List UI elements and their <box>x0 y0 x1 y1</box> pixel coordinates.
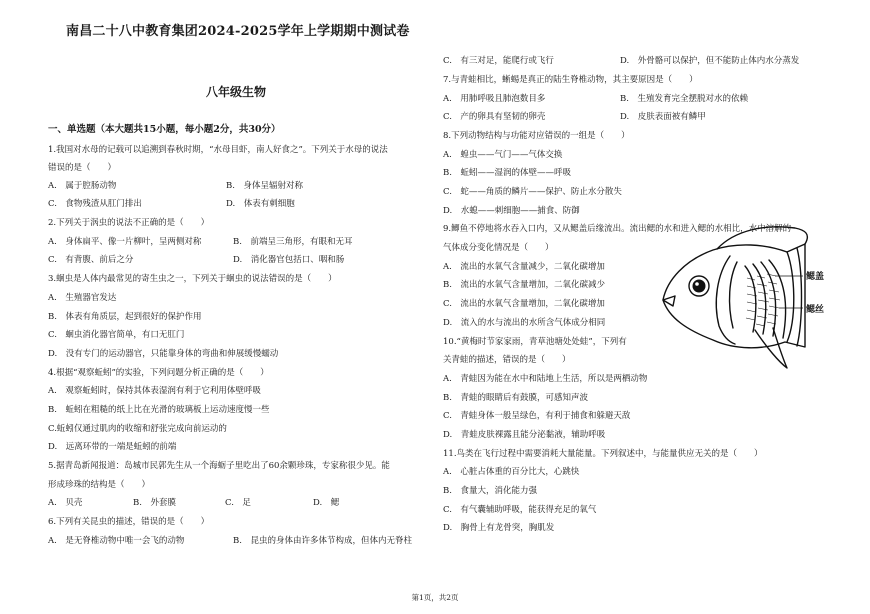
q9-option-b: B. 流出的水氧气含量增加，二氧化碳减少 <box>443 280 605 290</box>
q9-option-a: A. 流出的水氧气含量减少，二氧化碳增加 <box>443 262 605 272</box>
exam-subtitle: 八年级生物 <box>206 85 267 99</box>
q10-option-c: C. 青蛙身体一般呈绿色，有利于捕食和躲避天敌 <box>443 411 631 421</box>
q2-option-a: A. 身体扁平、像一片柳叶，呈两侧对称 <box>48 237 202 247</box>
q9-option-c: C. 流出的水氧气含量增加，二氧化碳增加 <box>443 299 605 309</box>
q1-stem: 1.我国对水母的记载可以追溯到春秋时期，“水母目虾，南人好食之”。下列关于水母的说法 <box>48 145 388 155</box>
q2-stem: 2.下列关于涡虫的说法不正确的是（ ） <box>48 218 210 228</box>
q4-option-b: B. 蚯蚓在粗糙的纸上比在光滑的玻璃板上运动速度慢一些 <box>48 405 270 415</box>
q7-stem: 7.与青蛙相比，蜥蜴是真正的陆生脊椎动物，其主要原因是（ ） <box>443 75 698 85</box>
q5-option-c: C. 足 <box>225 498 251 508</box>
q10-option-d: D. 青蛙皮肤裸露且能分泌黏液，辅助呼吸 <box>443 430 606 440</box>
q1-option-b: B. 身体呈辐射对称 <box>226 181 303 191</box>
fish-gill-diagram <box>655 222 870 372</box>
q1-stem-cont: 错误的是（ ） <box>48 163 117 173</box>
q3-option-a: A. 生殖器官发达 <box>48 293 117 303</box>
q10-option-a: A. 青蛙因为能在水中和陆地上生活，所以是两栖动物 <box>443 374 648 384</box>
gill-arch <box>745 266 756 332</box>
q4-option-c: C.蚯蚓仅通过肌肉的收缩和舒张完成向前运动的 <box>48 424 227 434</box>
q6-option-d: D. 外骨骼可以保护，但不能防止体内水分蒸发 <box>620 56 800 66</box>
q6-option-a: A. 是无脊椎动物中唯一会飞的动物 <box>48 536 185 546</box>
q11-option-c: C. 有气囊辅助呼吸，能获得充足的氧气 <box>443 505 597 515</box>
q5-option-d: D. 鳃 <box>313 498 340 508</box>
label-gill-filament: 鳃丝 <box>806 305 825 315</box>
q1-option-c: C. 食物残渣从肛门排出 <box>48 199 142 209</box>
q10-stem: 10.“黄梅时节家家雨，青草池塘处处蛙”，下列有 <box>443 337 627 347</box>
q9-stem: 9.鲫鱼不停地将水吞入口内，又从鳃盖后缘流出。流出鳃的水和进入鳃的水相比，水中溶解的 <box>443 224 792 234</box>
q11-option-b: B. 食量大，消化能力强 <box>443 486 537 496</box>
q10-option-b: B. 青蛙的眼睛后有鼓膜，可感知声波 <box>443 393 588 403</box>
q8-option-a: A. 蝗虫——气门——气体交换 <box>443 150 563 160</box>
q5-stem: 5.据青岛新闻报道：岛城市民郭先生从一个海蛎子里吃出了60余颗珍珠，专家称很少见。能 <box>48 461 390 471</box>
q11-option-a: A. 心脏占体重的百分比大，心跳快 <box>443 467 580 477</box>
q8-option-c: C. 蛇——角质的鳞片——保护、防止水分散失 <box>443 187 622 197</box>
q11-stem: 11.鸟类在飞行过程中需要消耗大量能量。下列叙述中，与能量供应无关的是（ ） <box>443 449 763 459</box>
q4-option-d: D. 远离环带的一端是蚯蚓的前端 <box>48 442 177 452</box>
gill-cover <box>716 256 735 344</box>
q1-option-d: D. 体表有刺细胞 <box>226 199 295 209</box>
q8-stem: 8.下列动物结构与功能对应错误的一组是（ ） <box>443 131 630 141</box>
q7-option-b: B. 生殖发育完全摆脱对水的依赖 <box>620 94 748 104</box>
section-heading: 一、单选题（本大题共15小题，每小题2分，共30分） <box>48 124 281 135</box>
q6-option-b: B. 昆虫的身体由许多体节构成，但体内无脊柱 <box>233 536 412 546</box>
q2-option-c: C. 有背腹、前后之分 <box>48 255 134 265</box>
q7-option-c: C. 产的卵具有坚韧的卵壳 <box>443 112 546 122</box>
q6-option-c: C. 有三对足，能爬行或飞行 <box>443 56 554 66</box>
q6-stem: 6.下列有关昆虫的描述，错误的是（ ） <box>48 517 210 527</box>
q3-option-b: B. 体表有角质层，起到很好的保护作用 <box>48 312 202 322</box>
q2-option-d: D. 消化器官包括口、咽和肠 <box>233 255 345 265</box>
q1-option-a: A. 属于腔肠动物 <box>48 181 117 191</box>
q5-option-a: A. 贝壳 <box>48 498 83 508</box>
q9-stem-cont: 气体成分变化情况是（ ） <box>443 243 554 253</box>
q8-option-d: D. 水螅——刺细胞——捕食、防御 <box>443 206 580 216</box>
q2-option-b: B. 前端呈三角形，有眼和无耳 <box>233 237 353 247</box>
q7-option-d: D. 皮肤表面被有鳞甲 <box>620 112 706 122</box>
label-gill-cover: 鳃盖 <box>806 272 825 282</box>
q11-option-d: D. 胸骨上有龙骨突，胸肌发 <box>443 523 555 533</box>
page-footer: 第1页，共2页 <box>411 593 459 602</box>
q3-stem: 3.蛔虫是人体内最常见的寄生虫之一，下列关于蛔虫的说法错误的是（ ） <box>48 274 337 284</box>
q5-stem-cont: 形成珍珠的结构是（ ） <box>48 480 151 490</box>
q9-option-d: D. 流入的水与流出的水所含气体成分相同 <box>443 318 606 328</box>
q3-option-d: D. 没有专门的运动器官，只能靠身体的弯曲和伸展缓慢蠕动 <box>48 349 279 359</box>
q8-option-b: B. 蚯蚓——湿润的体壁——呼吸 <box>443 168 571 178</box>
exam-title: 南昌二十八中教育集团2024-2025学年上学期期中测试卷 <box>66 24 410 39</box>
q7-option-a: A. 用肺呼吸且肺泡数目多 <box>443 94 546 104</box>
q4-stem: 4.根据“观察蚯蚓”的实验，下列问题分析正确的是（ ） <box>48 368 269 378</box>
q5-option-b: B. 外套膜 <box>133 498 176 508</box>
q10-stem-cont: 关青蛙的描述，错误的是（ ） <box>443 355 571 365</box>
q4-option-a: A. 观察蚯蚓时，保持其体表湿润有利于它利用体壁呼吸 <box>48 386 261 396</box>
q3-option-c: C. 蛔虫消化器官简单，有口无肛门 <box>48 330 185 340</box>
